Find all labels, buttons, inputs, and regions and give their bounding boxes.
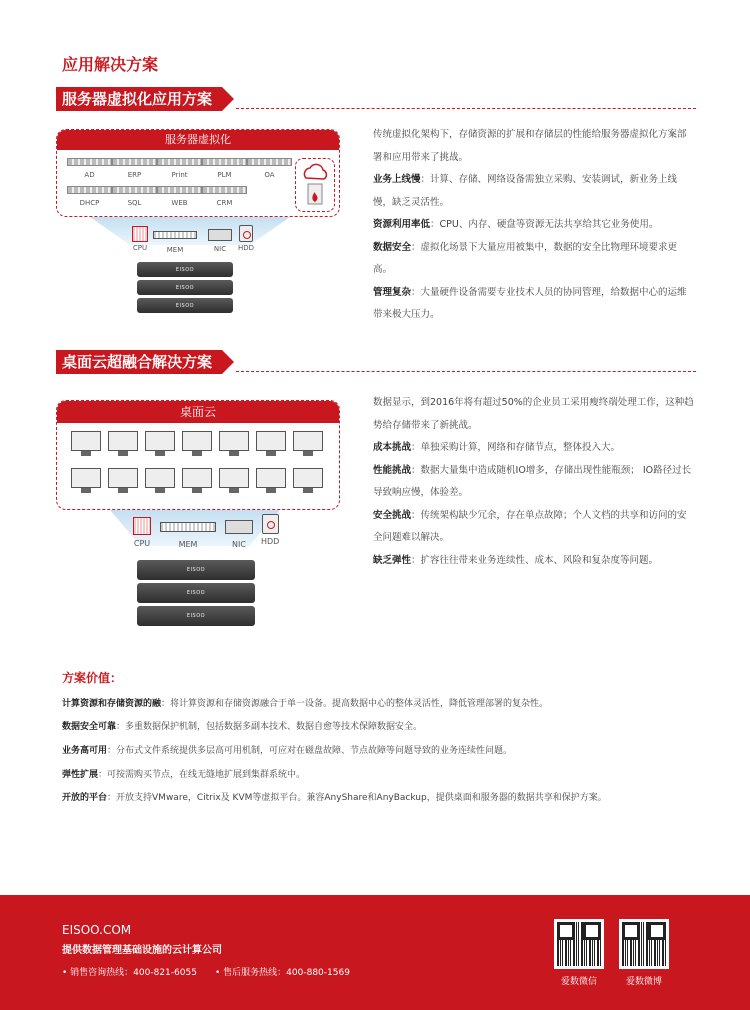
sales-hotline: • 销售咨询热线：400-821-6055 [62,968,197,978]
weibo-qr-code[interactable] [619,919,669,969]
cloud-icon [297,160,333,210]
network-card-icon [225,520,253,534]
value-item: 业务高可用：分布式文件系统提供多层高可用机制，可应对在磁盘故障、节点故障等问题导致的业务连续性问题。 [62,746,513,756]
challenge-item: 安全挑战：传统架构缺少冗余，存在单点故障；个人文档的共享和访问的安全问题难以解决。 [373,509,687,543]
monitor-icon [182,468,212,494]
monitor-icon [108,468,138,494]
monitor-icon [293,431,323,457]
challenge-item: 管理复杂：大量硬件设备需要专业技术人员的协同管理，给数据中心的运维带来极大压力。 [373,286,687,320]
divider [236,108,696,109]
website-link[interactable]: EISOO.COM [62,923,132,937]
section1-text [373,124,695,327]
cpu-icon [133,517,151,535]
section-header-desktop-cloud [56,350,696,374]
monitor-icon [256,468,286,494]
app-box: PLM [202,158,247,179]
app-box: WEB [157,186,202,207]
app-box: AD [67,158,112,179]
cloud-storage-box [295,158,335,212]
app-box: CRM [202,186,247,207]
monitor-icon [182,431,212,457]
server-unit: EISOO [137,280,233,295]
challenge-item: 性能挑战：数据大量集中造成随机IO增多，存储出现性能瓶颈； IO路径过长导致响应慢，体验差。 [373,464,692,498]
monitor-icon [145,431,175,457]
value-title: 方案价值： [62,671,123,685]
hard-disk-icon [262,514,279,534]
server-unit: EISOO [137,262,233,277]
challenge-item: 数据安全：虚拟化场景下大量应用被集中，数据的安全比物理环境要求更高。 [373,241,678,275]
value-item: 弹性扩展：可按需购买节点，在线无缝地扩展到集群系统中。 [62,770,306,780]
server-unit: EISOO [137,583,255,603]
page-title: 应用解决方案 [62,55,159,74]
panel-title: 服务器虚拟化 [57,130,339,150]
value-item: 开放的平台：开放支持VMware，Citrix及 KVM等虚拟平台。兼容AnyShare和AnyBackup，提供桌面和服务器的数据共享和保护方案。 [62,793,607,803]
challenge-item: 业务上线慢：计算、存储、网络设备需独立采购、安装调试，新业务上线慢，缺乏灵活性。 [373,174,678,208]
panel-title: 桌面云 [57,401,339,423]
wechat-qr-code[interactable] [554,919,604,969]
section-title: 桌面云超融合解决方案 [56,350,222,374]
server-unit: EISOO [137,606,255,626]
qr-label: 爱数微博 [625,977,662,987]
hdd-component: HDD [238,225,254,252]
service-hotline: • 售后服务热线：400-880-1569 [215,968,350,978]
monitor-icon [108,431,138,457]
nic-component: NIC [208,229,232,253]
monitor-icon [145,468,175,494]
cpu-component: CPU [133,517,151,548]
app-box: ERP [112,158,157,179]
monitor-icon [71,468,101,494]
monitor-icon [219,431,249,457]
app-box: SQL [112,186,157,207]
monitor-icon [256,431,286,457]
hard-disk-icon [239,225,253,242]
challenge-item: 资源利用率低：CPU、内存、硬盘等资源无法共享给其它业务使用。 [373,219,659,230]
section-header-server-virtualization [56,87,696,111]
qr-label: 爱数微信 [560,977,597,987]
value-item: 数据安全可靠：多重数据保护机制，包括数据多副本技术、数据自愈等技术保障数据安全。 [62,722,423,732]
monitor-icon [219,468,249,494]
mem-component: MEM [153,231,197,254]
monitor-icon [293,468,323,494]
section-title: 服务器虚拟化应用方案 [56,87,222,111]
divider [236,371,696,372]
intro-text: 数据显示，到2016年将有超过50%的企业员工采用瘦终端处理工作，这种趋势给存储带来了新挑战。 [373,397,694,431]
footer [0,895,750,1010]
memory-icon [153,231,197,239]
memory-icon [160,522,216,532]
mem-component: MEM [160,522,216,549]
server-unit: EISOO [137,560,255,580]
challenge-item: 成本挑战：单独采购计算，网络和存储节点，整体投入大。 [373,442,621,453]
desktop-cloud-panel [56,400,340,510]
cpu-component: CPU [132,226,148,252]
hdd-component: HDD [261,514,279,546]
intro-text: 传统虚拟化架构下，存储资源的扩展和存储层的性能给服务器虚拟化方案部署和应用带来了挑战。 [373,129,687,163]
monitor-icon [71,431,101,457]
app-box: DHCP [67,186,112,207]
company-tagline: 提供数据管理基础设施的云计算公司 [62,945,222,956]
network-card-icon [208,229,232,241]
value-item: 计算资源和存储资源的融：将计算资源和存储资源融合于单一设备。提高数据中心的整体灵活性，降低管理部署的复杂性。 [62,699,549,709]
nic-component: NIC [225,520,253,549]
server-unit: EISOO [137,298,233,313]
app-box: OA [247,158,292,179]
cpu-icon [132,226,148,242]
app-box: Print [157,158,202,179]
challenge-item: 缺乏弹性：扩容往往带来业务连续性、成本、风险和复杂度等问题。 [373,554,659,566]
section2-text [373,392,695,572]
